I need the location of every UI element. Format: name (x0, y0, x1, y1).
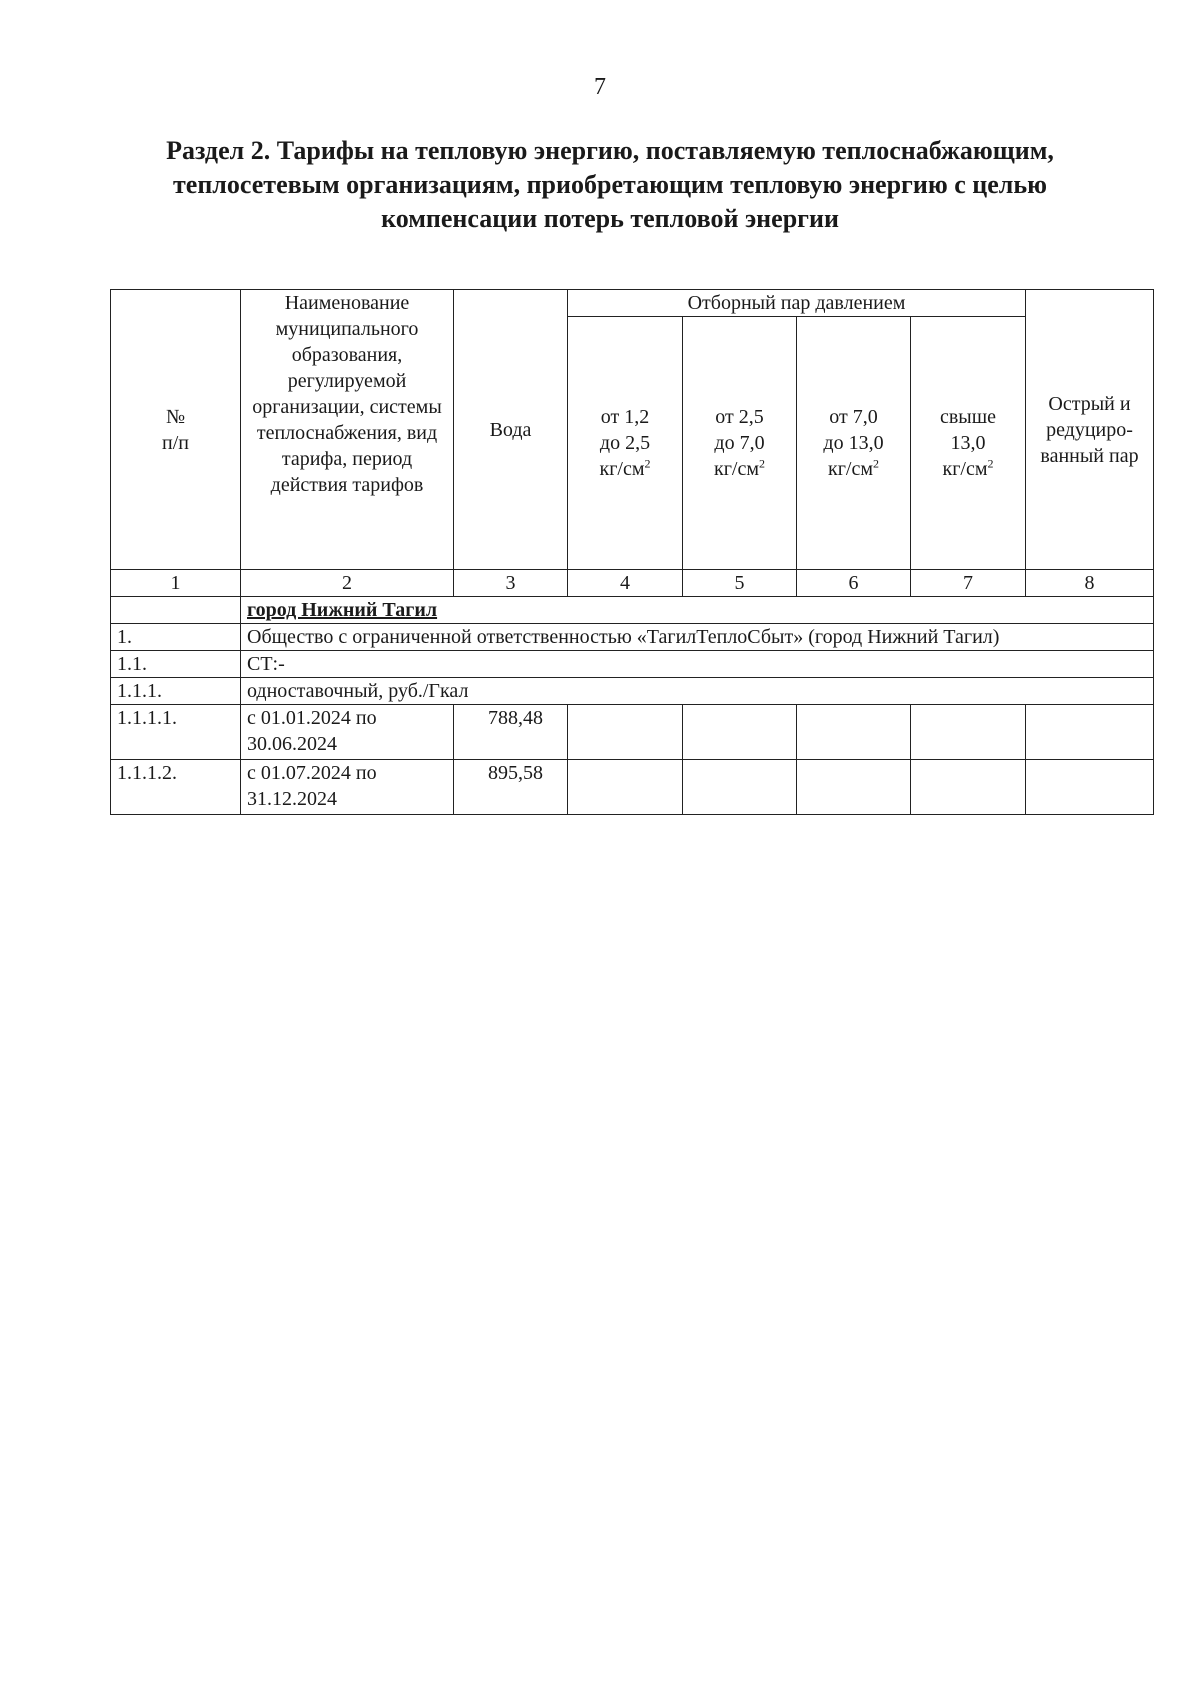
row-water-value: 788,48 (454, 705, 568, 760)
col-number: 3 (454, 570, 568, 597)
empty-cell (797, 760, 911, 815)
system-row (111, 651, 1154, 678)
col-number: 4 (568, 570, 683, 597)
header-steam-group: Отборный пар давлением (568, 290, 1026, 317)
col-number: 1 (111, 570, 241, 597)
header-name: Наименование муниципального образования, регулируемой организации, системы теплоснабжения, вид тарифа, период действия тарифов (241, 290, 454, 570)
empty-cell (911, 705, 1026, 760)
row-water-value: 895,58 (454, 760, 568, 815)
col-number: 2 (241, 570, 454, 597)
empty-cell (683, 705, 797, 760)
tariff-table (110, 289, 1154, 815)
empty-cell (568, 760, 683, 815)
header-water: Вода (454, 290, 568, 570)
city-num-cell (111, 597, 241, 624)
row-period: с 01.07.2024 по 31.12.2024 (241, 760, 454, 815)
tariff-name: одноставочный, руб./Гкал (241, 678, 1154, 705)
header-pressure-3: от 7,0 до 13,0 $кг/см^2$ (797, 317, 911, 570)
row-num: 1.1.1.1. (111, 705, 241, 760)
col-number: 7 (911, 570, 1026, 597)
row-num: 1.1.1.2. (111, 760, 241, 815)
header-pressure-1: от 1,2 до 2,5 $кг/см^2$ (568, 317, 683, 570)
row-period: с 01.01.2024 по 30.06.2024 (241, 705, 454, 760)
tariff-type-row (111, 678, 1154, 705)
system-num: 1.1. (111, 651, 241, 678)
col-number: 6 (797, 570, 911, 597)
header-pressure-2: от 2,5 до 7,0 $кг/см^2$ (683, 317, 797, 570)
empty-cell (1026, 705, 1154, 760)
section-title: Раздел 2. Тарифы на тепловую энергию, поставляемую теплоснабжающим, теплосетевым организациям, приобретающим тепловую энергию с целью компенсации потерь тепловой энергии (166, 136, 1054, 233)
col-number: 8 (1026, 570, 1154, 597)
org-row (111, 624, 1154, 651)
table-row (111, 705, 1154, 760)
org-name: Общество с ограниченной ответственностью «ТагилТеплоСбыт» (город Нижний Тагил) (241, 624, 1154, 651)
empty-cell (683, 760, 797, 815)
city-name: город Нижний Тагил (241, 597, 1154, 624)
header-pressure-4: свыше 13,0 $кг/см^2$ (911, 317, 1026, 570)
col-number: 5 (683, 570, 797, 597)
city-row (111, 597, 1154, 624)
empty-cell (797, 705, 911, 760)
column-numbers-row (111, 570, 1154, 597)
page-number: 7 (594, 74, 606, 100)
empty-cell (911, 760, 1026, 815)
org-num: 1. (111, 624, 241, 651)
tariff-num: 1.1.1. (111, 678, 241, 705)
table-row (111, 760, 1154, 815)
empty-cell (568, 705, 683, 760)
empty-cell (1026, 760, 1154, 815)
header-sharp-steam: Острый и редуциро-ванный пар (1026, 290, 1154, 570)
header-num: № п/п (111, 290, 241, 570)
system-name: СТ:- (241, 651, 1154, 678)
